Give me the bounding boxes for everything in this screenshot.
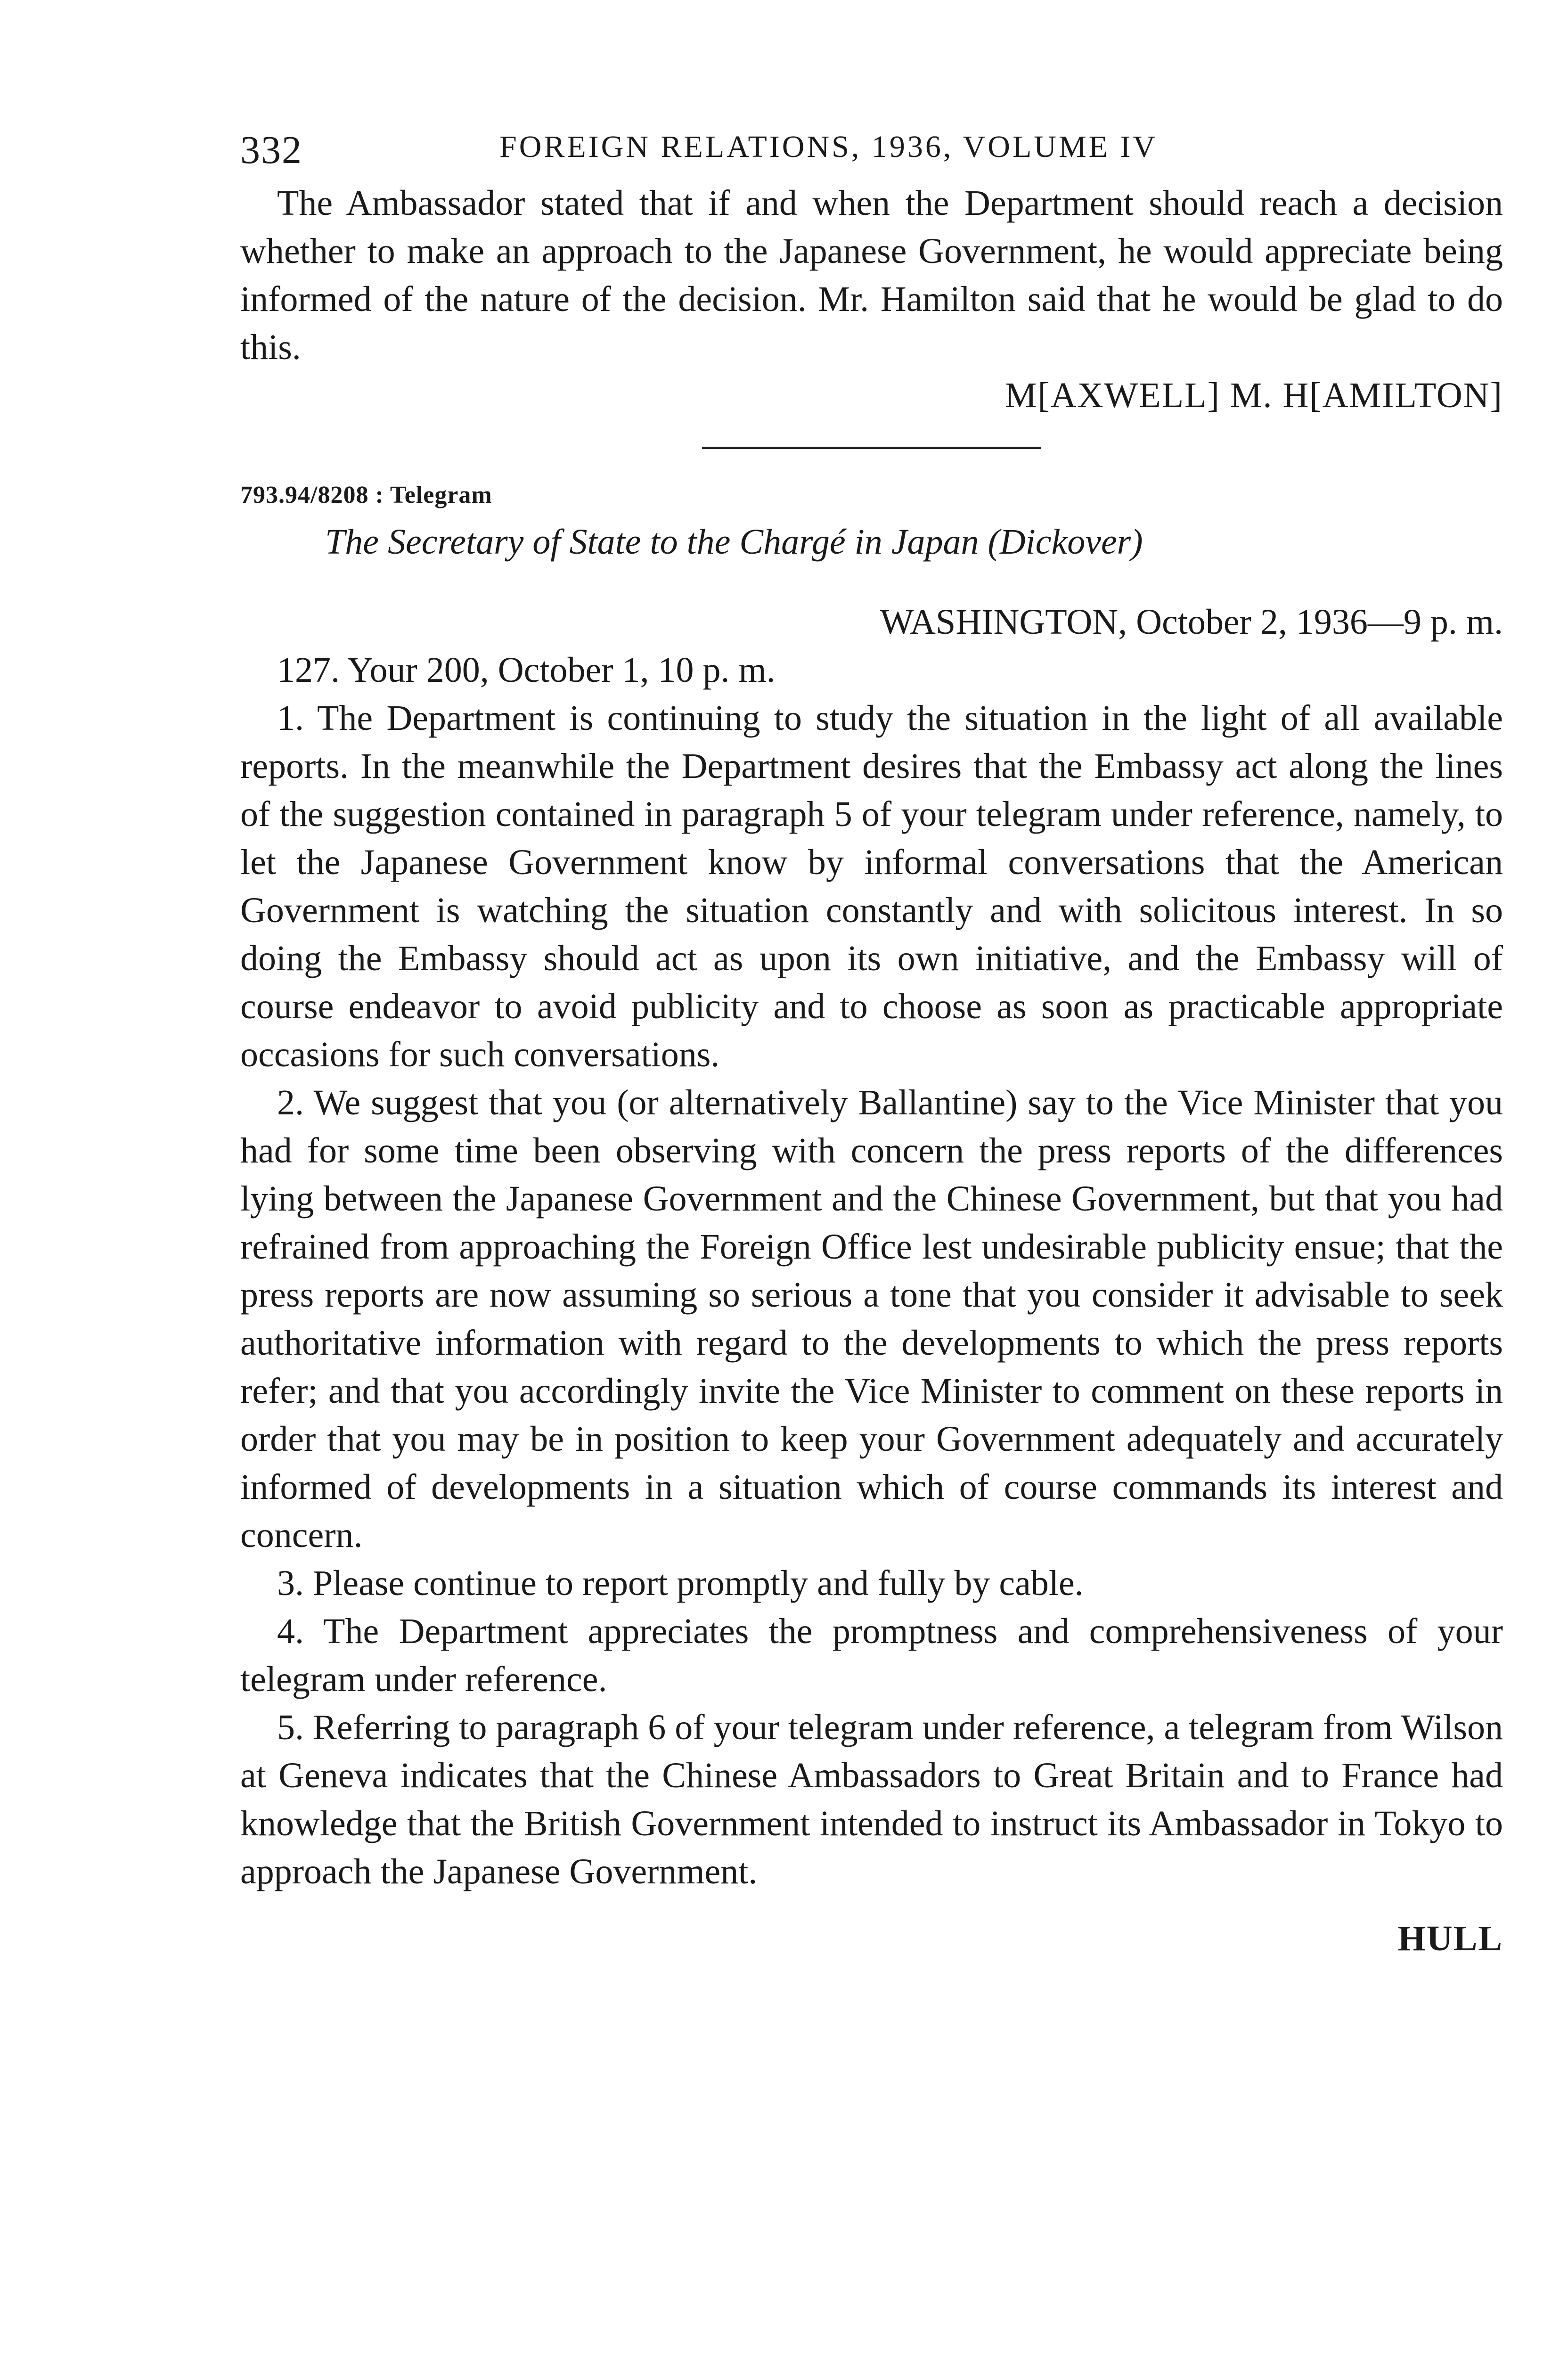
telegram-paragraph-2: 2. We suggest that you (or alternatively Ballantine) say to the Vice Minister that you had for some time been observing with concern the press reports of the differences lying between the Japanese Government and the Chinese Government, but that you had refrained from approaching the Foreign Office lest undesirable publicity ensue; that the press reports are now assuming so serious a tone that you consider it advisable to seek authoritative information with regard to the developments to which the press reports refer; and that you accordingly invite the Vice Minister to comment on these reports in order that you may be in position to keep your Government adequately and accurately informed of developments in a situation which of course commands its interest and concern. [240, 1083, 1503, 1555]
telegram-reference-line: 127. Your 200, October 1, 10 p. m. [277, 650, 776, 690]
section-divider [702, 447, 1041, 449]
telegram-paragraph-5: 5. Referring to paragraph 6 of your telegram under reference, a telegram from Wilson at Geneva indicates that the Chinese Ambassadors to Great Britain and to France had knowledge that the British Government intended to instruct its Ambassador in Tokyo to approach the Japanese Government. [240, 1708, 1503, 1891]
document-page [240, 127, 1503, 1963]
telegram-paragraph-1: 1. The Department is continuing to study the situation in the light of all available reports. In the meanwhile the Department desires that the Embassy act along the lines of the suggestion contained in paragraph 5 of your telegram under reference, namely, to let the Japanese Government know by informal conversations that the American Government is watching the situation constantly and with solicitous interest. In so doing the Embassy should act as upon its own initiative, and the Embassy will of course endeavor to avoid publicity and to choose as soon as practicable appropriate occasions for such conversations. [240, 698, 1503, 1074]
telegram-title: The Secretary of State to the Chargé in Japan (Dickover) [325, 522, 1143, 562]
telegram-paragraph-4: 4. The Department appreciates the promptness and comprehensiveness of your telegram under reference. [240, 1612, 1503, 1699]
running-head [240, 127, 1503, 179]
page-number: 332 [240, 128, 302, 172]
telegram-dateline: WASHINGTON, October 2, 1936—9 p. m. [880, 602, 1503, 642]
telegram-paragraph-3: 3. Please continue to report promptly and fully by cable. [277, 1563, 1084, 1603]
running-title: FOREIGN RELATIONS, 1936, VOLUME IV [499, 130, 1158, 164]
memo-paragraph: The Ambassador stated that if and when the Department should reach a decision whether to make an approach to the Japanese Government, he would appreciate being informed of the nature of the decision. Mr. Hamilton said that he would be glad to do this. [240, 183, 1503, 367]
file-reference: 793.94/8208 : Telegram [240, 482, 492, 508]
memo-signature: M[AXWELL] M. H[AMILTON] [1004, 376, 1503, 415]
telegram-closing-signature: HULL [1397, 1919, 1503, 1958]
